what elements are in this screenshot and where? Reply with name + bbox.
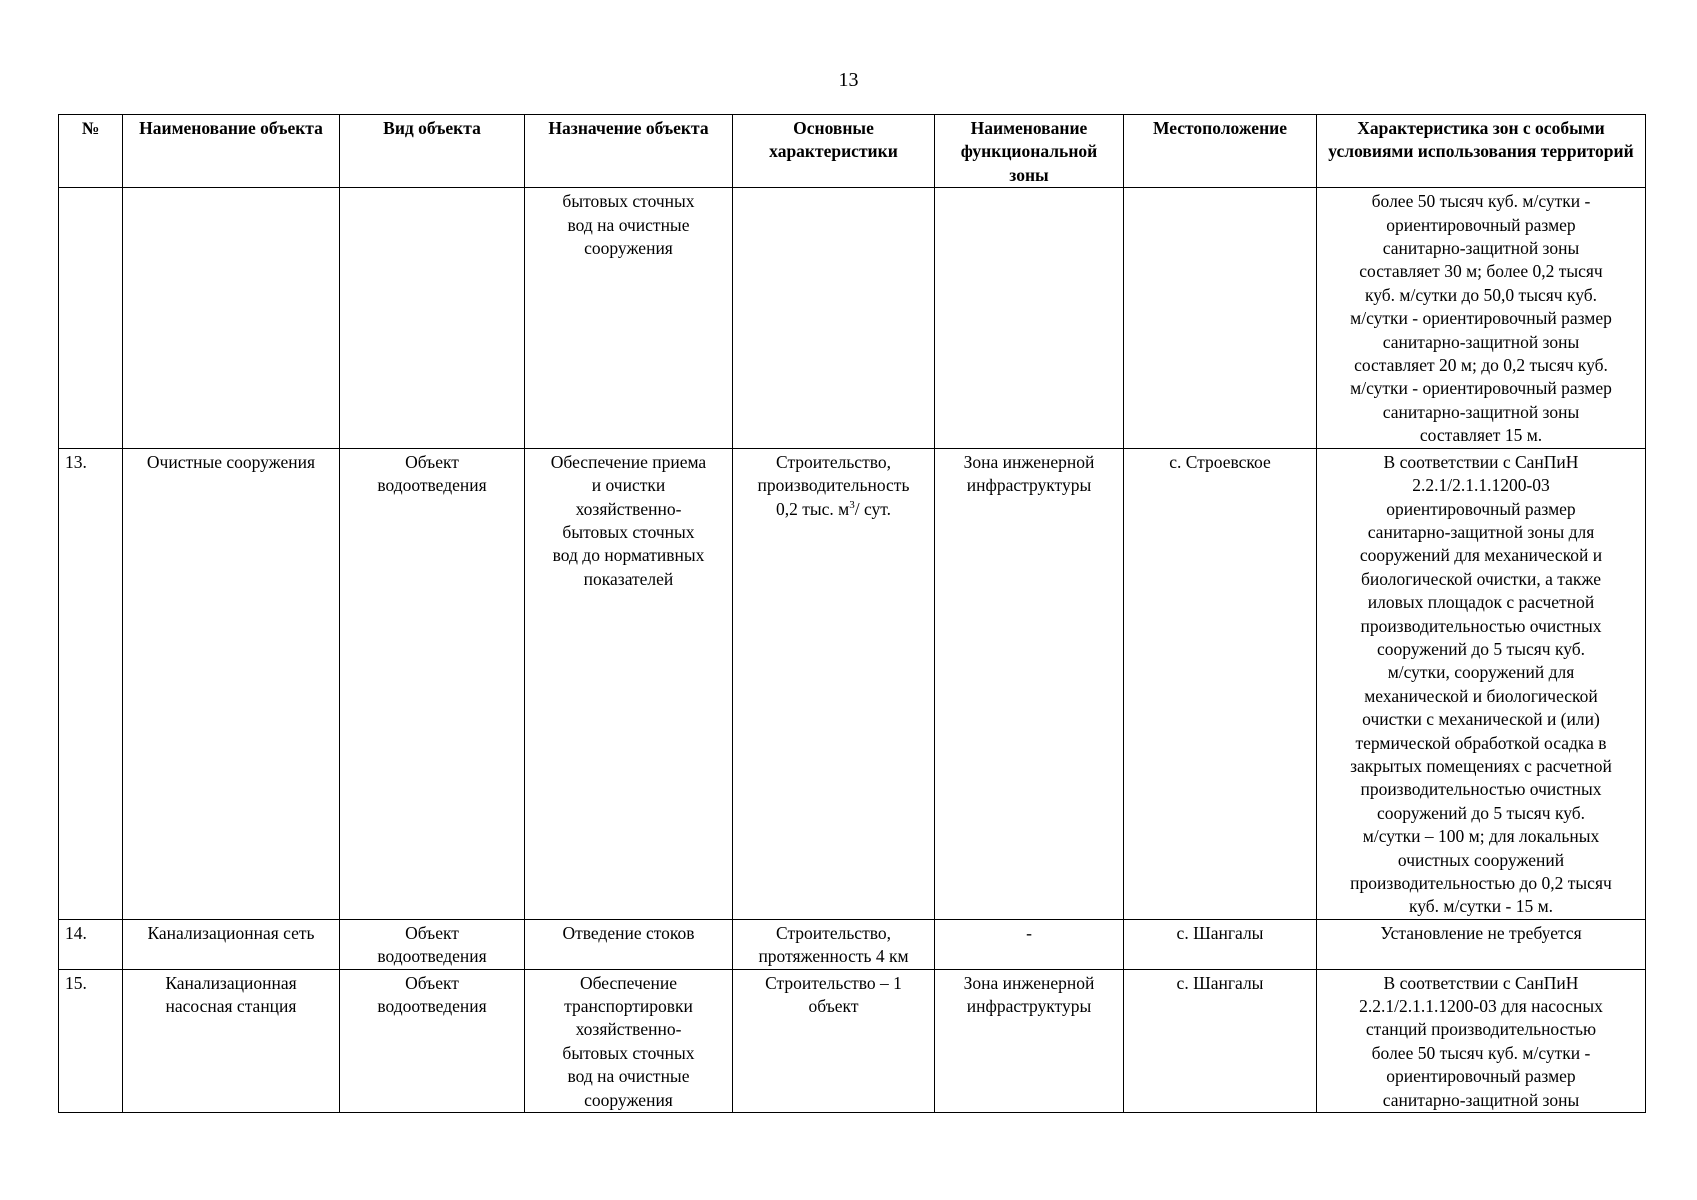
header-zone-characteristics: Характеристика зон с особыми условиями использования территорий (1317, 115, 1646, 188)
header-main-characteristics: Основные характеристики (733, 115, 935, 188)
cell-functional-zone: Зона инженерной инфраструктуры (935, 969, 1124, 1112)
cell-number: 15. (59, 969, 123, 1112)
characteristics-text: Строительство, производительность 0,2 тыс. м (757, 451, 910, 519)
cell-number (59, 188, 123, 448)
cell-main-characteristics (733, 448, 935, 919)
table-row (59, 188, 1646, 448)
cell-main-characteristics: Строительство, протяженность 4 км (733, 919, 935, 969)
objects-table (58, 114, 1646, 1113)
cell-object-name: Канализационная сеть (123, 919, 340, 969)
cell-zone-characteristics: В соответствии с СанПиН 2.2.1/2.1.1.1200-03 для насосных станций производительностью более 50 тысяч куб. м/сутки - ориентировочный размер санитарно-защитной зоны (1317, 969, 1646, 1112)
cell-zone-characteristics: более 50 тысяч куб. м/сутки - ориентировочный размер санитарно-защитной зоны составляет 30 м; более 0,2 тысяч куб. м/сутки до 50,0 тысяч куб. м/сутки - ориентировочный размер санитарно-защитной зоны составляет 20 м; до 0,2 тысяч куб. м/сутки - ориентировочный размер санитарно-защитной зоны составляет 15 м. (1317, 188, 1646, 448)
cell-location: с. Шангалы (1124, 969, 1317, 1112)
table-row (59, 919, 1646, 969)
header-location: Местоположение (1124, 115, 1317, 188)
header-object-type: Вид объекта (340, 115, 525, 188)
characteristics-unit: / сут. (854, 498, 891, 519)
cell-object-name (123, 188, 340, 448)
header-object-purpose: Назначение объекта (525, 115, 733, 188)
cell-object-purpose: Отведение стоков (525, 919, 733, 969)
header-functional-zone: Наименование функциональной зоны (935, 115, 1124, 188)
cell-location (1124, 188, 1317, 448)
cell-main-characteristics: Строительство – 1 объект (733, 969, 935, 1112)
cell-functional-zone: - (935, 919, 1124, 969)
cell-main-characteristics (733, 188, 935, 448)
cell-object-type: Объект водоотведения (340, 919, 525, 969)
table-header-row (59, 115, 1646, 188)
cell-object-type: Объект водоотведения (340, 448, 525, 919)
table-row (59, 448, 1646, 919)
cell-zone-characteristics: В соответствии с СанПиН 2.2.1/2.1.1.1200-03 ориентировочный размер санитарно-защитной зоны для сооружений для механической и биологической очистки, а также иловых площадок с расчетной производительностью очистных сооружений до 5 тысяч куб. м/сутки, сооружений для механической и биологической очистки с механической и (или) термической обработкой осадка в закрытых помещениях с расчетной производительностью очистных сооружений до 5 тысяч куб. м/сутки – 100 м; для локальных очистных сооружений производительностью до 0,2 тысяч куб. м/сутки - 15 м. (1317, 448, 1646, 919)
header-number: № (59, 115, 123, 188)
cell-object-purpose: Обеспечение транспортировки хозяйственно- бытовых сточных вод на очистные сооружения (525, 969, 733, 1112)
cell-object-purpose: Обеспечение приема и очистки хозяйственно- бытовых сточных вод до нормативных показателей (525, 448, 733, 919)
page-number: 13 (838, 69, 859, 91)
cubic-superscript: 3 (849, 498, 855, 511)
cell-object-type: Объект водоотведения (340, 969, 525, 1112)
cell-functional-zone (935, 188, 1124, 448)
cell-location: с. Шангалы (1124, 919, 1317, 969)
header-object-name: Наименование объекта (123, 115, 340, 188)
cell-object-name: Канализационная насосная станция (123, 969, 340, 1112)
cell-zone-characteristics: Установление не требуется (1317, 919, 1646, 969)
cell-number: 13. (59, 448, 123, 919)
cell-object-name: Очистные сооружения (123, 448, 340, 919)
table-row (59, 969, 1646, 1112)
cell-object-type (340, 188, 525, 448)
cell-location: с. Строевское (1124, 448, 1317, 919)
cell-number: 14. (59, 919, 123, 969)
cell-functional-zone: Зона инженерной инфраструктуры (935, 448, 1124, 919)
cell-object-purpose: бытовых сточных вод на очистные сооружения (525, 188, 733, 448)
